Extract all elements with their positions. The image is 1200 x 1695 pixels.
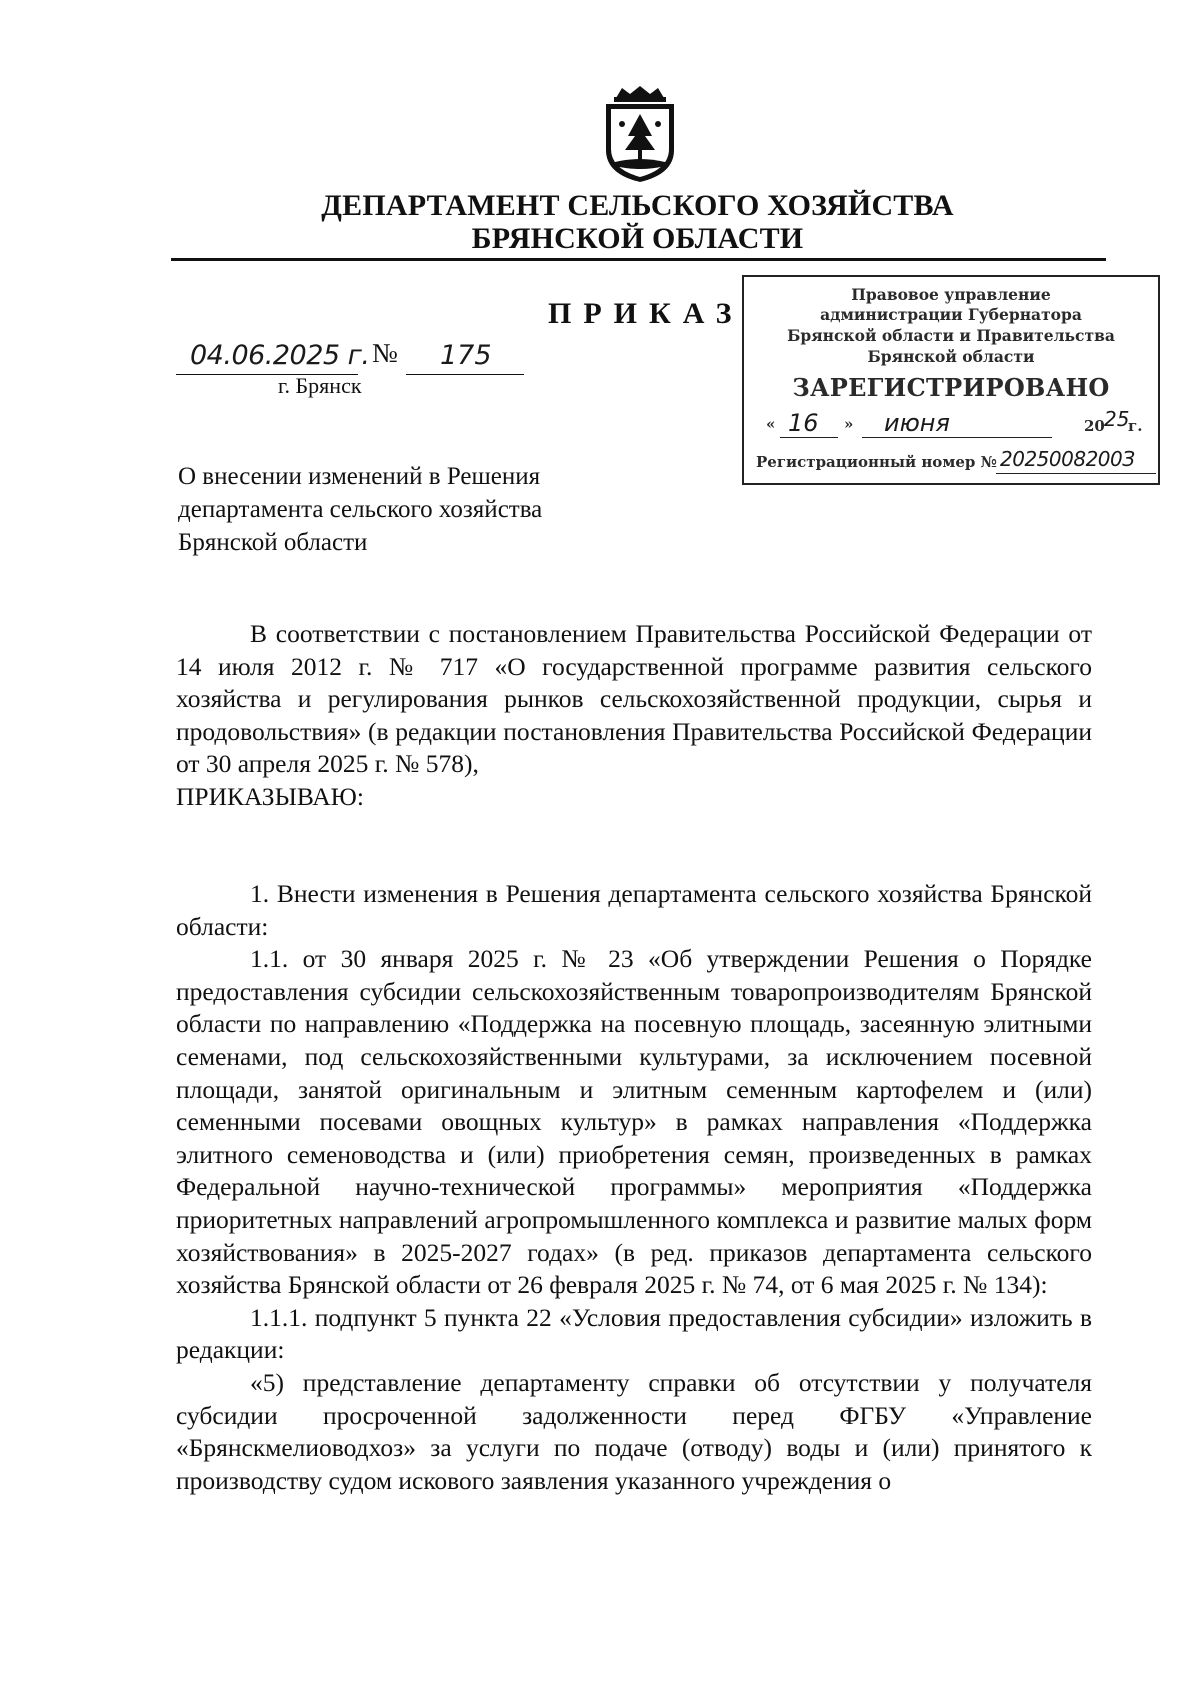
preamble-paragraph: В соответствии с постановлением Правительства Российской Федерации от 14 июля 2012 г. № 717 «О государственной программе развития сельского хозяйства и регулирования рынков сельскохозяйственной продукции, сырья и продовольствия» (в редакции постановления Правительства Российской Федерации от 30 апреля 2025 г. № 578), (176, 619, 1092, 779)
stamp-day: 16 (788, 409, 819, 437)
subject-line2: департамента сельского хозяйства (178, 496, 543, 523)
quote-paragraph: «5) представление департаменту справки об отсутствии у получателя субсидии просроченной задолженности перед ФГБУ «Управление «Брянскмелиоводхоз» за услуги по подаче (отводу) воды и (или) принятого к производству судом искового заявления указанного учреждения о (176, 1367, 1092, 1495)
stamp-regnum-row (756, 447, 1156, 477)
subject-line3: Брянской области (178, 529, 368, 556)
stamp-year-unit: г. (1128, 417, 1143, 435)
order-city: г. Брянск (278, 373, 362, 398)
department-name-line2: БРЯНСКОЙ ОБЛАСТИ (471, 222, 804, 255)
order-number: 175 (440, 340, 492, 371)
header-divider (171, 258, 1106, 261)
order-date: 04.06.2025 г. (190, 340, 370, 371)
stamp-year-suffix: 25 (1104, 407, 1130, 431)
stamp-line3: Брянской области и Правительства (787, 326, 1115, 345)
order-title: ПРИКАЗ (548, 297, 744, 330)
stamp-line2: администрации Губернатора (820, 305, 1082, 324)
subject-line1: О внесении изменений в Решения (178, 463, 541, 490)
item-1-1-paragraph: 1.1. от 30 января 2025 г. № 23 «Об утверждении Решения о Порядке предоставления субсидии сельскохозяйственным товаропроизводителям Брянской области по направлению «Поддержка на посевную площадь, засеянную элитными семенами, под сельскохозяйственными культурами, за исключением посевной площади, занятой оригинальным и элитным семенным картофелем и (или) семенными посевами овощных культур» в рамках направления «Поддержка элитного семеноводства и (или) приобретения семян, произведенных в рамках Федеральной научно-технической программы» мероприятия «Поддержка приоритетных направлений агропромышленного комплекса и развитие малых форм хозяйствования» в 2025-2027 годах» (в ред. приказов департамента сельского хозяйства Брянской области от 26 февраля 2025 г. № 74, от 6 мая 2025 г. № 134): (176, 944, 1092, 1300)
stamp-line4: Брянской области (867, 347, 1035, 366)
item-1-1-1-paragraph: 1.1.1. подпункт 5 пункта 22 «Условия предоставления субсидии» изложить в редакции: (176, 1302, 1092, 1365)
order-body (176, 618, 1092, 814)
stamp-reg-label: Регистрационный номер № (756, 453, 997, 471)
order-number-label: № (372, 338, 398, 368)
stamp-year-prefix: 20 (1084, 417, 1105, 435)
order-word: ПРИКАЗЫВАЮ: (176, 781, 364, 811)
order-subject (178, 460, 608, 559)
department-name-line1: ДЕПАРТАМЕНТ СЕЛЬСКОГО ХОЗЯЙСТВА (321, 189, 954, 222)
stamp-date-row: « 16 » июня 20 25 г. (766, 407, 1143, 437)
item-1-paragraph: 1. Внести изменения в Решения департамента сельского хозяйства Брянской области: (176, 879, 1092, 941)
stamp-reg-number: 2025008200З (1000, 447, 1135, 471)
registration-stamp (742, 275, 1160, 485)
stamp-line1: Правовое управление (851, 285, 1051, 304)
stamp-month: июня (884, 409, 950, 437)
stamp-registered: ЗАРЕГИСТРИРОВАНО (792, 373, 1110, 402)
bryansk-coat-of-arms-icon (598, 84, 682, 184)
order-items (176, 878, 1092, 1497)
